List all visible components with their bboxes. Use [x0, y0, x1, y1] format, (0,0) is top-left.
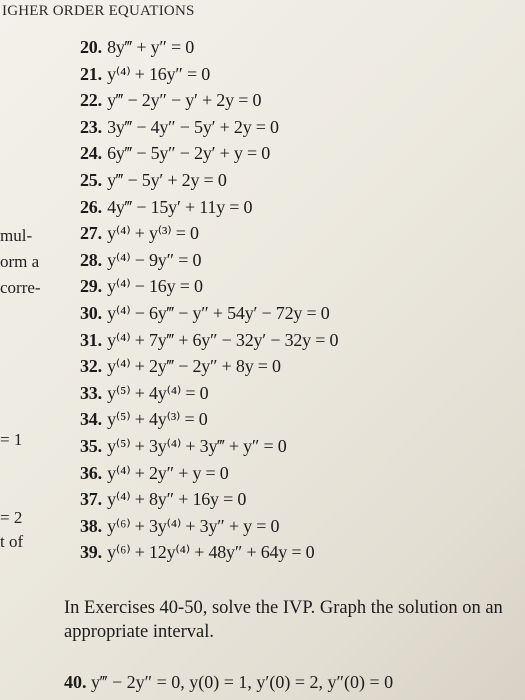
exercise-item: [80, 433, 338, 460]
exercise-equation: y⁽⁴⁾ − 16y = 0: [107, 276, 203, 297]
exercise-equation: y⁽⁵⁾ + 4y⁽³⁾ = 0: [107, 409, 208, 430]
exercise-equation: y⁽⁵⁾ + 4y⁽⁴⁾ = 0: [107, 382, 209, 403]
exercise-equation: 6y‴ − 5y″ − 2y′ + y = 0: [107, 143, 271, 164]
running-head: IGHER ORDER EQUATIONS: [2, 3, 195, 19]
exercise-list: [80, 34, 338, 566]
exercise-number: 37.: [80, 489, 102, 510]
exercise-equation: y⁽⁴⁾ + 16y″ = 0: [107, 63, 211, 84]
exercise-item: [80, 34, 338, 61]
exercise-number: 30.: [80, 302, 102, 323]
exercise-equation: y⁽⁴⁾ + 7y‴ + 6y″ − 32y′ − 32y = 0: [107, 329, 339, 350]
exercise-number: 24.: [80, 143, 102, 164]
exercise-number: 38.: [80, 515, 102, 536]
ivp-instructions: In Exercises 40-50, solve the IVP. Graph the solution on an appropriate interval.: [64, 598, 503, 642]
exercise-item: [80, 380, 338, 407]
exercise-equation: y⁽⁴⁾ + 2y‴ − 2y″ + 8y = 0: [107, 356, 281, 377]
exercise-number: 22.: [80, 90, 102, 111]
exercise-number: 36.: [80, 462, 102, 483]
exercise-equation: y⁽⁴⁾ − 9y″ = 0: [107, 249, 202, 270]
exercise-item: [80, 140, 338, 167]
exercise-equation: 4y‴ − 15y′ + 11y = 0: [107, 196, 253, 217]
exercise-item: [80, 114, 338, 141]
exercise-number: 29.: [80, 276, 102, 297]
exercise-item: [80, 327, 338, 354]
exercise-item: [80, 87, 338, 114]
exercise-item: [80, 539, 338, 566]
margin-note-eq1: = 1: [0, 430, 23, 449]
exercise-number: 39.: [80, 542, 102, 563]
exercise-equation: y⁽⁴⁾ + 2y″ + y = 0: [107, 462, 229, 483]
margin-note-orm: orm a: [0, 252, 40, 271]
exercise-number: 21.: [80, 63, 102, 84]
exercise-equation: 8y‴ + y″ = 0: [107, 37, 195, 57]
exercise-number: 35.: [80, 435, 102, 456]
exercise-item: [80, 460, 338, 487]
exercise-equation: y‴ − 2y″ − y′ + 2y = 0: [107, 90, 262, 111]
exercise-number: 26.: [80, 196, 102, 217]
exercise-40: [64, 672, 393, 693]
exercise-item: [80, 353, 338, 380]
exercise-item: [80, 300, 338, 327]
exercise-equation: y⁽⁶⁾ + 12y⁽⁴⁾ + 48y″ + 64y = 0: [107, 542, 315, 563]
exercise-item: [80, 486, 338, 513]
exercise-number: 34.: [80, 409, 102, 430]
exercise-number: 20.: [80, 37, 102, 57]
margin-note-eq2: = 2: [0, 508, 23, 527]
exercise-equation: 3y‴ − 4y″ − 5y′ + 2y = 0: [107, 116, 279, 137]
exercise-equation: y⁽⁴⁾ + 8y″ + 16y = 0: [107, 489, 247, 510]
exercise-equation: y‴ − 5y′ + 2y = 0: [107, 169, 227, 190]
exercise-equation: y⁽⁴⁾ + y⁽³⁾ = 0: [107, 223, 199, 244]
exercise-item: [80, 406, 338, 433]
exercise-number: 23.: [80, 116, 102, 137]
exercise-equation: y‴ − 2y″ = 0, y(0) = 1, y′(0) = 2, y″(0) = 0: [91, 672, 394, 692]
exercise-number: 31.: [80, 329, 102, 350]
exercise-item: [80, 167, 338, 194]
exercise-item: [80, 220, 338, 247]
exercise-item: [80, 61, 338, 88]
exercise-number: 33.: [80, 382, 102, 403]
exercise-equation: y⁽⁶⁾ + 3y⁽⁴⁾ + 3y″ + y = 0: [107, 515, 280, 536]
exercise-item: [80, 273, 338, 300]
exercise-number: 40.: [64, 672, 87, 692]
exercise-number: 28.: [80, 249, 102, 270]
margin-note-mul: mul-: [0, 226, 33, 245]
margin-note-corre: corre-: [0, 278, 41, 297]
exercise-number: 32.: [80, 356, 102, 377]
exercise-item: [80, 247, 338, 274]
exercise-item: [80, 194, 338, 221]
exercise-equation: y⁽⁴⁾ − 6y‴ − y″ + 54y′ − 72y = 0: [107, 302, 330, 323]
exercise-equation: y⁽⁵⁾ + 3y⁽⁴⁾ + 3y‴ + y″ = 0: [107, 435, 287, 456]
exercise-number: 27.: [80, 223, 102, 244]
exercise-item: [80, 513, 338, 540]
margin-note-tof: t of: [0, 532, 24, 551]
exercise-number: 25.: [80, 169, 102, 190]
